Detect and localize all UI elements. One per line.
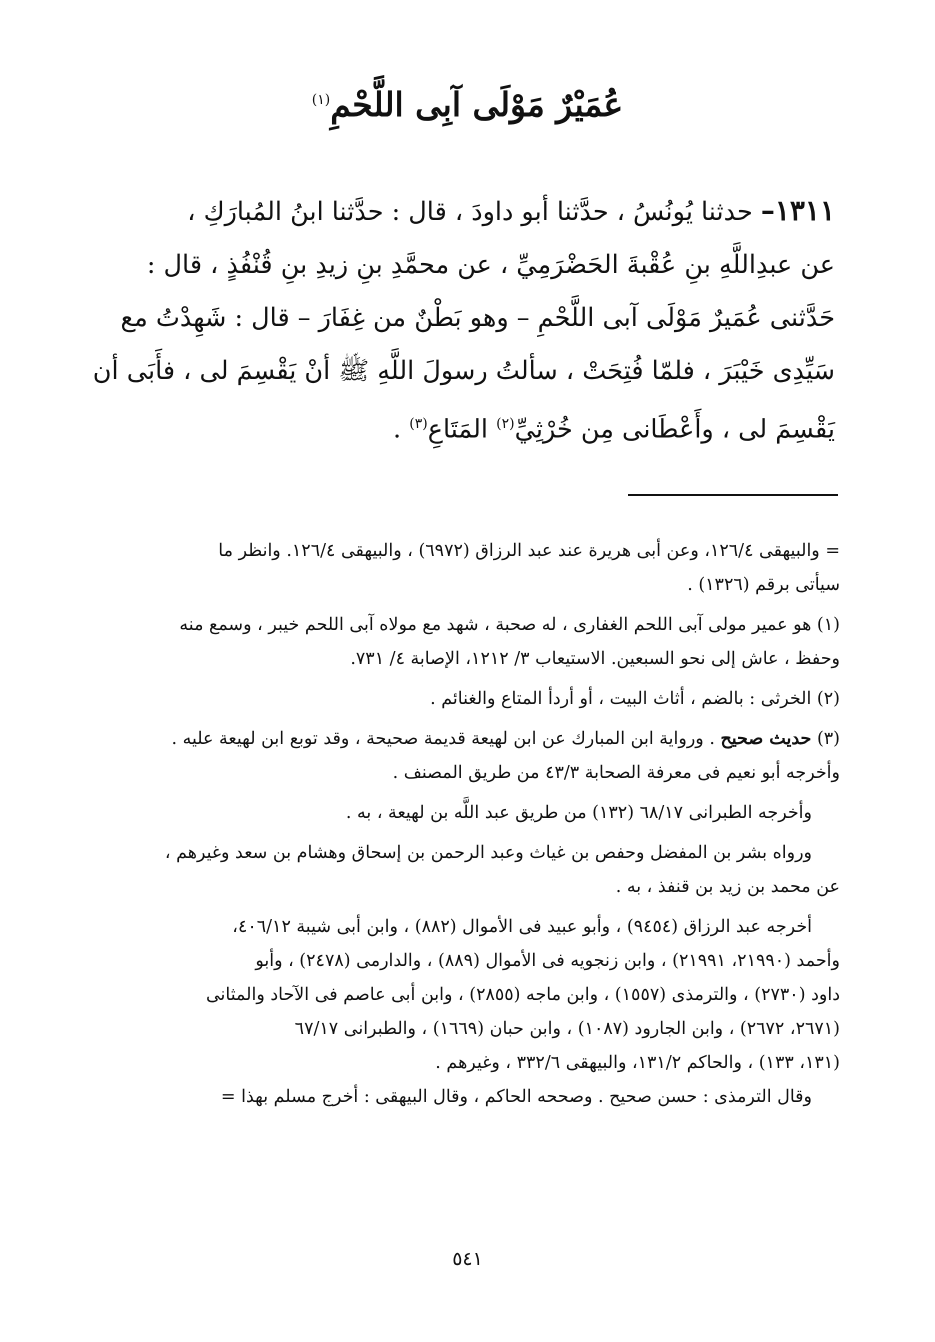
- footnote-2: (٢) الخرثى : بالضم ، أثاث البيت ، أو أردأ المتاع والغنائم .: [430, 689, 840, 709]
- hadith-line-2: عن عبدِاللَّهِ بنِ عُقْبةَ الحَضْرَمِيِّ ، عن محمَّدِ بنِ زيدِ بنِ قُنْفُذٍ ، قال :: [146, 250, 835, 280]
- footnote-3-line: (١٣١، ١٣٣) ، والحاكم ١٣١/٢، والبيهقى ٣٣٢/٦ ، وغيرهم .: [435, 1053, 840, 1073]
- footnote-ref-1: (١): [311, 92, 331, 108]
- footnotes: [118, 534, 840, 1114]
- footnote-ref-3: (٣): [409, 416, 428, 432]
- footnote-3-line: (٢٦٧١، ٢٦٧٢) ، وابن الجارود (١٠٨٧) ، وابن حبان (١٦٦٩) ، والطبرانى ٦٧/١٧: [294, 1019, 840, 1039]
- footnote-separator: [628, 494, 838, 496]
- hadith-line-4: سَيِّدِى خَيْبَرَ ، فلمّا فُتِحَتْ ، سألتُ رسولَ اللَّهِ ﷺ أنْ يَقْسِمَ لى ، فأَبَى أن: [92, 356, 835, 386]
- footnote-3-line: داود (٢٧٣٠) ، والترمذى (١٥٥٧) ، وابن ماجه (٢٨٥٥) ، وابن أبى عاصم فى الآحاد والمثانى: [205, 985, 840, 1005]
- footnote-3-line: عن محمد بن زيد بن قنفذ ، به .: [615, 877, 840, 897]
- footnote-ref-2: (٢): [496, 416, 515, 432]
- footnote-3-line: وأخرجه أبو نعيم فى معرفة الصحابة ٤٣/٣ من طريق المصنف .: [392, 763, 840, 783]
- footnote-continuation-line: = والبيهقى ١٢٦/٤، وعن أبى هريرة عند عبد الرزاق (٦٩٧٢) ، والبيهقى ١٢٦/٤. وانظر ما: [218, 541, 840, 561]
- hadith-line-1: ١٣١١– حدثنا يُونُسُ ، حدَّثنا أبو داودَ ، قال : حدَّثنا ابنُ المُبارَكِ ،: [187, 194, 835, 227]
- footnote-3: (٣) حديث صحيح . ورواية ابن المبارك عن ابن لهيعة قديمة صحيحة ، وقد توبع ابن لهيعة عليه .: [171, 729, 840, 749]
- chapter-title: [0, 78, 935, 127]
- footnote-continuation-line: سيأتى برقم (١٣٢٦) .: [687, 575, 840, 595]
- hadith-line-3: حَدَّثنى عُمَيرٌ مَوْلَى آبى اللَّحْمِ – وهو بَطْنٌ من غِفَارَ – قال : شَهِدْتُ مع: [120, 303, 835, 333]
- footnote-3-line: ورواه بشر بن المفضل وحفص بن غياث وعبد الرحمن بن إسحاق وهشام بن سعد وغيرهم ،: [164, 843, 812, 863]
- footnote-3-line: وأحمد (٢١٩٩٠، ٢١٩٩١) ، وابن زنجويه فى الأموال (٨٨٩) ، والدارمى (٢٤٧٨) ، وأبو: [255, 951, 840, 971]
- footnote-1-line: وحفظ ، عاش إلى نحو السبعين. الاستيعاب ٣/ ١٢١٢، الإصابة ٤/ ٧٣١.: [350, 649, 840, 669]
- hadith-number: ١٣١١–: [760, 194, 835, 227]
- page-number: ٥٤١: [452, 1248, 483, 1270]
- footnote-3-line: وقال الترمذى : حسن صحيح . وصححه الحاكم ، وقال البيهقى : أخرج مسلم بهذا =: [220, 1087, 812, 1107]
- hadith-line-5: يَقْسِمَ لى ، وأَعْطَانى مِن خُرْثِيِّ$^{(٢)}$ المَتَاعِ$^{(٣)}$ .: [393, 414, 835, 445]
- grade-label: حديث صحيح: [720, 729, 812, 749]
- hadith-text: [92, 184, 835, 457]
- footnote-3-line: أخرجه عبد الرزاق (٩٤٥٤) ، وأبو عبيد فى الأموال (٨٨٢) ، وابن أبى شيبة ٤٠٦/١٢،: [232, 917, 812, 937]
- chapter-title-text: عُمَيْرٌ مَوْلَى آبِى اللَّحْمِ: [330, 85, 624, 124]
- footnote-1: (١) هو عمير مولى آبى اللحم الغفارى ، له صحبة ، شهد مع مولاه آبى اللحم خيبر ، وسمع منه: [179, 615, 840, 635]
- footnote-3-line: وأخرجه الطبرانى ٦٨/١٧ (١٣٢) من طريق عبد اللَّه بن لهيعة ، به .: [345, 803, 812, 823]
